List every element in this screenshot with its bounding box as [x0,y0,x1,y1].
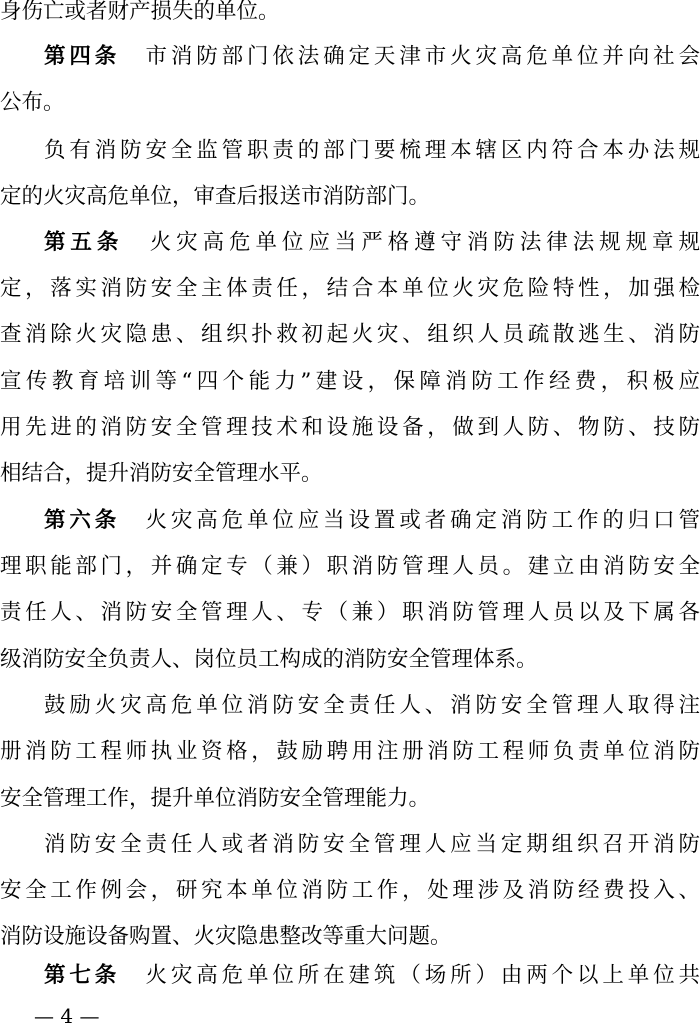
article-7-text: 火灾高危单位所在建筑（场所）由两个以上单位共 [145,963,700,988]
text-line: 公布。 [0,90,65,115]
text-line: 用先进的消防安全管理技术和设施设备，做到人防、物防、技防 [0,415,700,440]
text-line: 册消防工程师执业资格，鼓励聘用注册消防工程师负责单位消防 [0,739,700,764]
text-line: 宣传教育培训等“四个能力”建设，保障消防工作经费，积极应 [0,369,700,394]
article-4-first-line [44,42,700,72]
text-line: 定的火灾高危单位，审查后报送市消防部门。 [0,184,431,209]
text-line: 消防设施设备购置、火灾隐患整改等重大问题。 [0,924,452,949]
text-line: 安全管理工作，提升单位消防安全管理能力。 [0,786,431,811]
text-line: 消防安全责任人或者消防安全管理人应当定期组织召开消防 [44,832,700,857]
text-line: 安全工作例会，研究本单位消防工作，处理涉及消防经费投入、 [0,878,700,903]
article-5-label: 第五条 [44,230,124,255]
page-number: — 4 — [34,1004,100,1028]
article-4-label: 第四条 [44,44,121,69]
text-line: 责任人、消防安全管理人、专（兼）职消防管理人员以及下属各 [0,600,700,625]
article-5-text: 火灾高危单位应当严格遵守消防法律法规规章规 [149,230,700,255]
article-4-text: 市消防部门依法确定天津市火灾高危单位并向社会 [145,44,700,69]
article-7-label: 第七条 [44,963,121,988]
text-line: 鼓励火灾高危单位消防安全责任人、消防安全管理人取得注 [44,693,700,718]
text-line: 相结合，提升消防安全管理水平。 [0,461,323,486]
article-5-first-line [44,228,700,258]
article-6-first-line [44,506,700,536]
text-line: 理职能部门，并确定专（兼）职消防管理人员。建立由消防安全 [0,554,700,579]
article-6-label: 第六条 [44,508,121,533]
article-7-first-line [44,961,700,991]
text-line: 查消除火灾隐患、组织扑救初起火灾、组织人员疏散逃生、消防 [0,322,700,347]
text-line: 身伤亡或者财产损失的单位。 [0,0,280,24]
text-line: 级消防安全负责人、岗位员工构成的消防安全管理体系。 [0,647,538,672]
text-line: 负有消防安全监管职责的部门要梳理本辖区内符合本办法规 [44,138,700,163]
text-line: 定，落实消防安全主体责任，结合本单位火灾危险特性，加强检 [0,276,700,301]
article-6-text: 火灾高危单位应当设置或者确定消防工作的归口管 [145,508,700,533]
